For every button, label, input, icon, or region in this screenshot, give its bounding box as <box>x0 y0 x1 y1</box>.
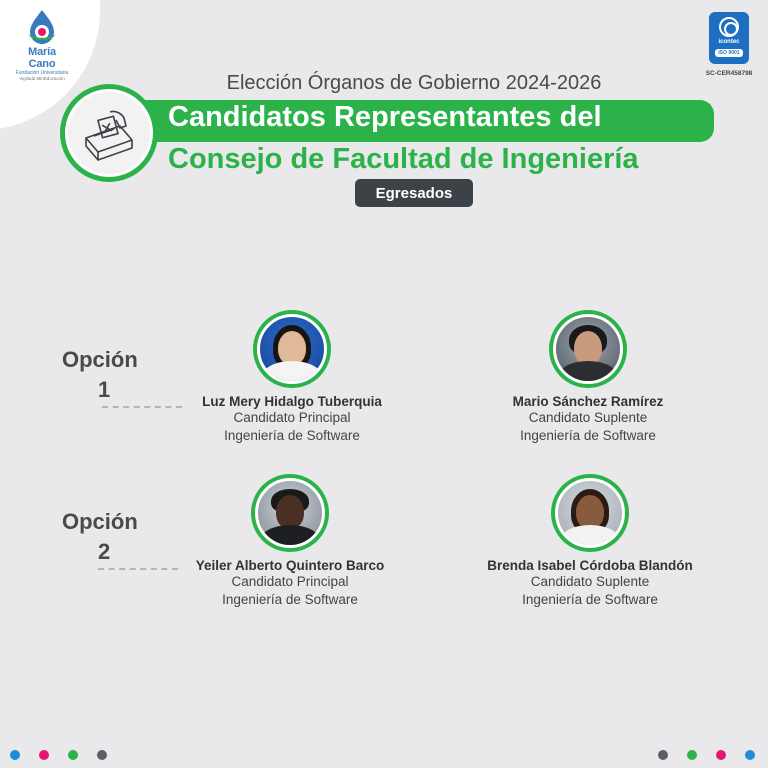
logo-name: María Cano <box>28 46 56 70</box>
candidate-photo-frame <box>251 474 329 552</box>
option-2-divider <box>98 568 178 570</box>
candidate-role: Candidato Principal <box>231 574 349 589</box>
candidate-photo-frame <box>551 474 629 552</box>
candidate-role: Candidato Suplente <box>528 410 648 425</box>
institution-logo <box>14 8 70 82</box>
candidate-name: Brenda Isabel Córdoba Blandón <box>487 558 693 573</box>
green-dot <box>68 750 78 760</box>
candidate-card-option-2-suplente <box>470 474 710 609</box>
ballot-box-icon <box>80 104 138 162</box>
cert-standard: ISO 9001 <box>715 49 742 57</box>
option-1-label <box>62 347 172 403</box>
green-dot <box>687 750 697 760</box>
gray-dot <box>658 750 668 760</box>
candidate-name: Luz Mery Hidalgo Tuberquia <box>202 394 382 409</box>
title-line-1: Candidatos Representantes del <box>168 101 602 133</box>
candidate-photo-frame <box>253 310 331 388</box>
candidate-role: Candidato Suplente <box>530 574 650 589</box>
candidate-photo <box>553 314 623 384</box>
candidate-role: Candidato Principal <box>233 410 351 425</box>
option-label: Opción <box>62 347 138 372</box>
option-1-divider <box>102 406 182 408</box>
candidate-photo <box>257 314 327 384</box>
candidate-card-option-1-principal <box>172 310 412 445</box>
title-line-2: Consejo de Facultad de Ingeniería <box>168 143 639 175</box>
option-label: Opción <box>62 509 138 534</box>
decorative-dots-right <box>658 750 755 760</box>
option-number: 1 <box>98 377 111 402</box>
candidate-name: Mario Sánchez Ramírez <box>512 394 664 409</box>
candidate-card-option-2-principal <box>170 474 410 609</box>
candidate-program: Ingeniería de Software <box>224 428 360 443</box>
blue-dot <box>10 750 20 760</box>
gray-dot <box>97 750 107 760</box>
candidate-photo-frame <box>549 310 627 388</box>
decorative-dots-left <box>10 750 107 760</box>
ballot-emblem <box>60 84 158 182</box>
blue-dot <box>745 750 755 760</box>
logo-subtitle: Fundación Universitaria <box>15 70 69 76</box>
election-subtitle: Elección Órganos de Gobierno 2024-2026 <box>226 72 602 94</box>
candidate-card-option-1-suplente <box>468 310 708 445</box>
maria-cano-logo-icon <box>22 8 62 48</box>
category-badge: Egresados <box>355 179 473 207</box>
candidate-program: Ingeniería de Software <box>520 428 656 443</box>
icontec-cert-icon <box>709 12 749 64</box>
candidate-photo <box>255 478 325 548</box>
option-2-label <box>62 509 172 565</box>
option-number: 2 <box>98 539 111 564</box>
candidate-program: Ingeniería de Software <box>522 592 658 607</box>
cert-brand: icontec <box>718 39 740 45</box>
candidate-name: Yeiler Alberto Quintero Barco <box>195 558 385 573</box>
candidate-photo <box>555 478 625 548</box>
pink-dot <box>716 750 726 760</box>
pink-dot <box>39 750 49 760</box>
logo-tagline: Vigilada MinEducación <box>19 76 65 81</box>
certification-badge <box>704 12 754 77</box>
cert-code: SC-CER458798 <box>705 70 753 77</box>
candidate-program: Ingeniería de Software <box>222 592 358 607</box>
